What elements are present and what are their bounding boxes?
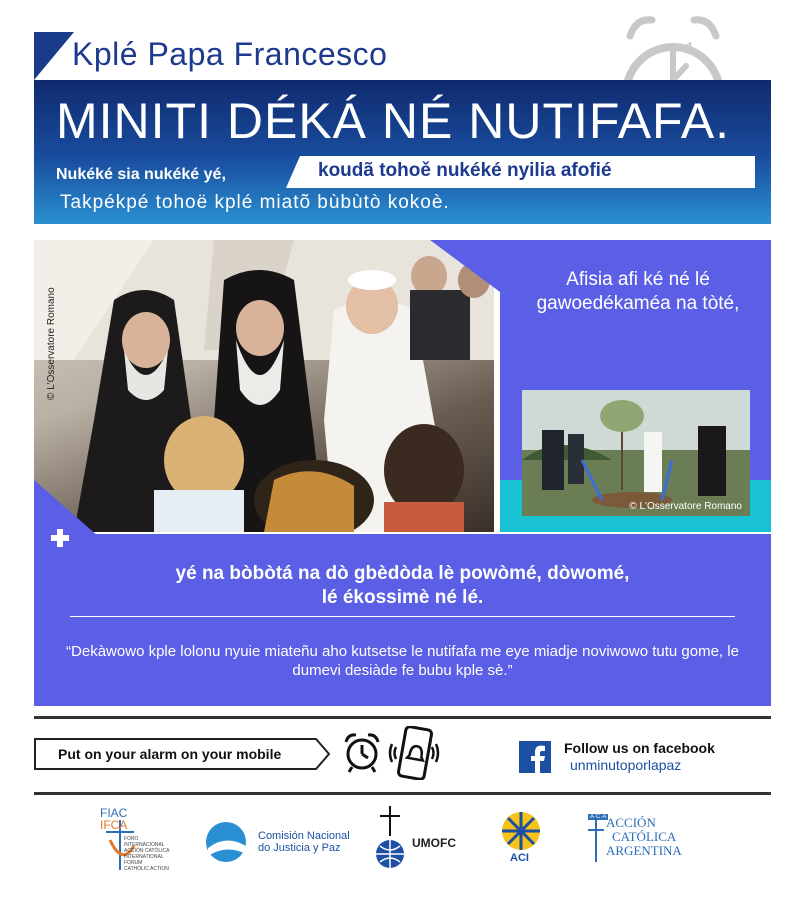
cnjp-emblem-icon [204,820,252,864]
cnjp-logo [204,820,364,864]
aca-logo [586,814,706,864]
quote-text: “Dekàwowo kple lolonu nyuie miateñu aho kutsetse le nutifafa me eye miadje noviwowo tutu gome, le dumevi desiàde fe bubu kple sè.” [66,643,739,679]
band-divider [70,616,735,617]
footer-rule-bottom [34,792,771,795]
copyright-icon: © [629,501,637,512]
umofc-globe-icon [372,806,412,870]
fiac-small-3: INTERNATIONAL FORUM [124,854,164,866]
fiac-sub: IFCA [100,818,128,832]
small-photo [522,390,750,516]
small-photo-credit-text: L'Osservatore Romano [639,501,742,512]
small-photo-illustration [522,390,750,516]
fiac-small-2: ACCIÓN CATÓLICA [124,848,170,854]
aci-text: ACI [510,852,529,864]
cnjp-line2: do Justicia y Paz [258,842,341,854]
main-photo-credit [40,260,60,400]
aci-emblem-icon [498,810,544,852]
purple-band [34,534,771,706]
svg-text:1: 1 [686,39,694,55]
fiac-logo [100,806,180,870]
band-text-line2: lé ékossimè né lé. [321,587,484,608]
phone-ring-icon [386,726,444,780]
aci-logo [498,810,544,866]
aca-badge: A·C·A [590,814,607,820]
alarm-label: Put on your alarm on your mobile [58,746,282,762]
alarm-clock-icon [340,730,384,774]
small-photo-credit [629,501,742,512]
fiac-small-1: FORO INTERNACIONAL [124,836,165,848]
plus-icon [50,528,70,548]
fiac-title: FIAC [100,806,128,820]
subtitle-left: Nukéké sia nukéké yé, [56,166,226,183]
facebook-icon[interactable] [519,741,551,773]
cnjp-line1: Comisión Nacional [258,830,350,842]
main-photo-credit-text: © L'Osservatore Romano [46,287,57,400]
aca-cross-icon [586,814,606,864]
band-text-line1: yé na bòbòtá na dò gbèdòda lè powòmé, dòwomé, [175,563,630,584]
band-text [34,562,771,610]
fiac-small-text [124,836,180,872]
main-photo [34,240,494,532]
main-photo-illustration [34,240,494,532]
umofc-logo [372,806,472,870]
aca-line2: CATÓLICA [612,829,677,844]
fiac-small-4: CATHOLIC ACTION [124,866,169,872]
subtitle-line2: Takpékpé tohoë kplé miatõ bùbùtò kokoè. [60,192,450,213]
kicker-title: Kplé Papa Francesco [72,36,388,72]
footer-rule-top [34,716,771,719]
facebook-handle-link[interactable]: unminutoporlapaz [570,757,682,773]
aca-line1: ACCIÓN [606,815,656,830]
aca-line3: ARGENTINA [606,843,682,858]
facebook-follow-label: Follow us on facebook [564,740,715,756]
subtitle-right: koudã tohoě nukéké nyilia afofié [318,160,612,181]
umofc-text: UMOFC [412,836,456,850]
main-title: MINITI DÉKÁ NÉ NUTIFAFA. [56,93,731,149]
panel-text: Afisia afi ké né lé gawoedékaméa na tòté, [536,269,740,314]
